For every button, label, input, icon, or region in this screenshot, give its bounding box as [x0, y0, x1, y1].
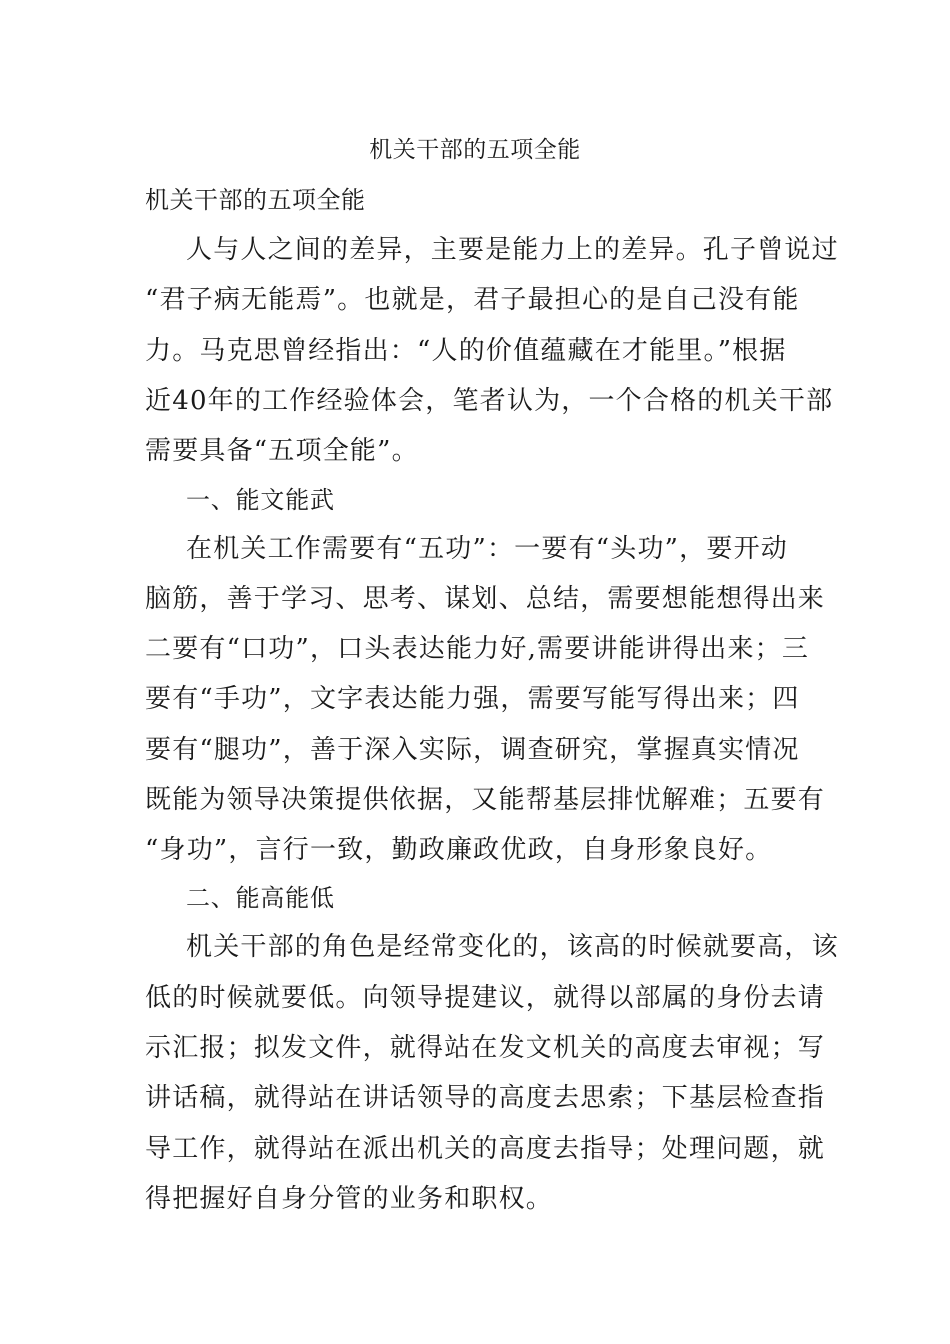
section2-line: 机关干部的角色是经常变化的，该高的时候就要高，该	[186, 932, 839, 962]
section2-line: 导工作，就得站在派出机关的高度去指导；处理问题，就	[145, 1134, 826, 1164]
intro-line: 力。马克思曾经指出：“人的价值蕴藏在才能里。”根据	[145, 336, 787, 366]
section1-line: 要有“手功”，文字表达能力强，需要写能写得出来；四	[145, 684, 800, 714]
section1-line: 既能为领导决策提供依据，又能帮基层排忧解难；五要有	[145, 785, 826, 815]
section1-line: 脑筋，善于学习、思考、谋划、总结，需要想能想得出来	[145, 584, 826, 614]
document-title: 机关干部的五项全能	[369, 137, 581, 163]
section1-line: 二要有“口功”，口头表达能力好,需要讲能讲得出来；三	[145, 634, 810, 664]
intro-line: 人与人之间的差异，主要是能力上的差异。孔子曾说过	[186, 235, 839, 265]
document-subtitle: 机关干部的五项全能	[145, 186, 366, 214]
section1-line: “身功”，言行一致，勤政廉政优政，自身形象良好。	[145, 835, 773, 865]
section-heading-2: 二、能高能低	[186, 884, 335, 912]
section2-line: 低的时候就要低。向领导提建议，就得以部属的身份去请	[145, 983, 826, 1013]
intro-line: “君子病无能焉”。也就是，君子最担心的是自己没有能	[145, 285, 800, 315]
section1-line: 要有“腿功”，善于深入实际，调查研究，掌握真实情况	[145, 735, 800, 765]
section2-line: 讲话稿，就得站在讲话领导的高度去思索；下基层检查指	[145, 1083, 826, 1113]
section2-line: 得把握好自身分管的业务和职权。	[145, 1184, 554, 1214]
intro-line: 需要具备“五项全能”。	[145, 436, 419, 466]
section2-line: 示汇报；拟发文件，就得站在发文机关的高度去审视；写	[145, 1033, 826, 1063]
section-heading-1: 一、能文能武	[186, 486, 335, 514]
intro-line: 近40年的工作经验体会，笔者认为，一个合格的机关干部	[145, 386, 834, 416]
section1-line: 在机关工作需要有“五功”：一要有“头功”，要开动	[186, 534, 788, 564]
